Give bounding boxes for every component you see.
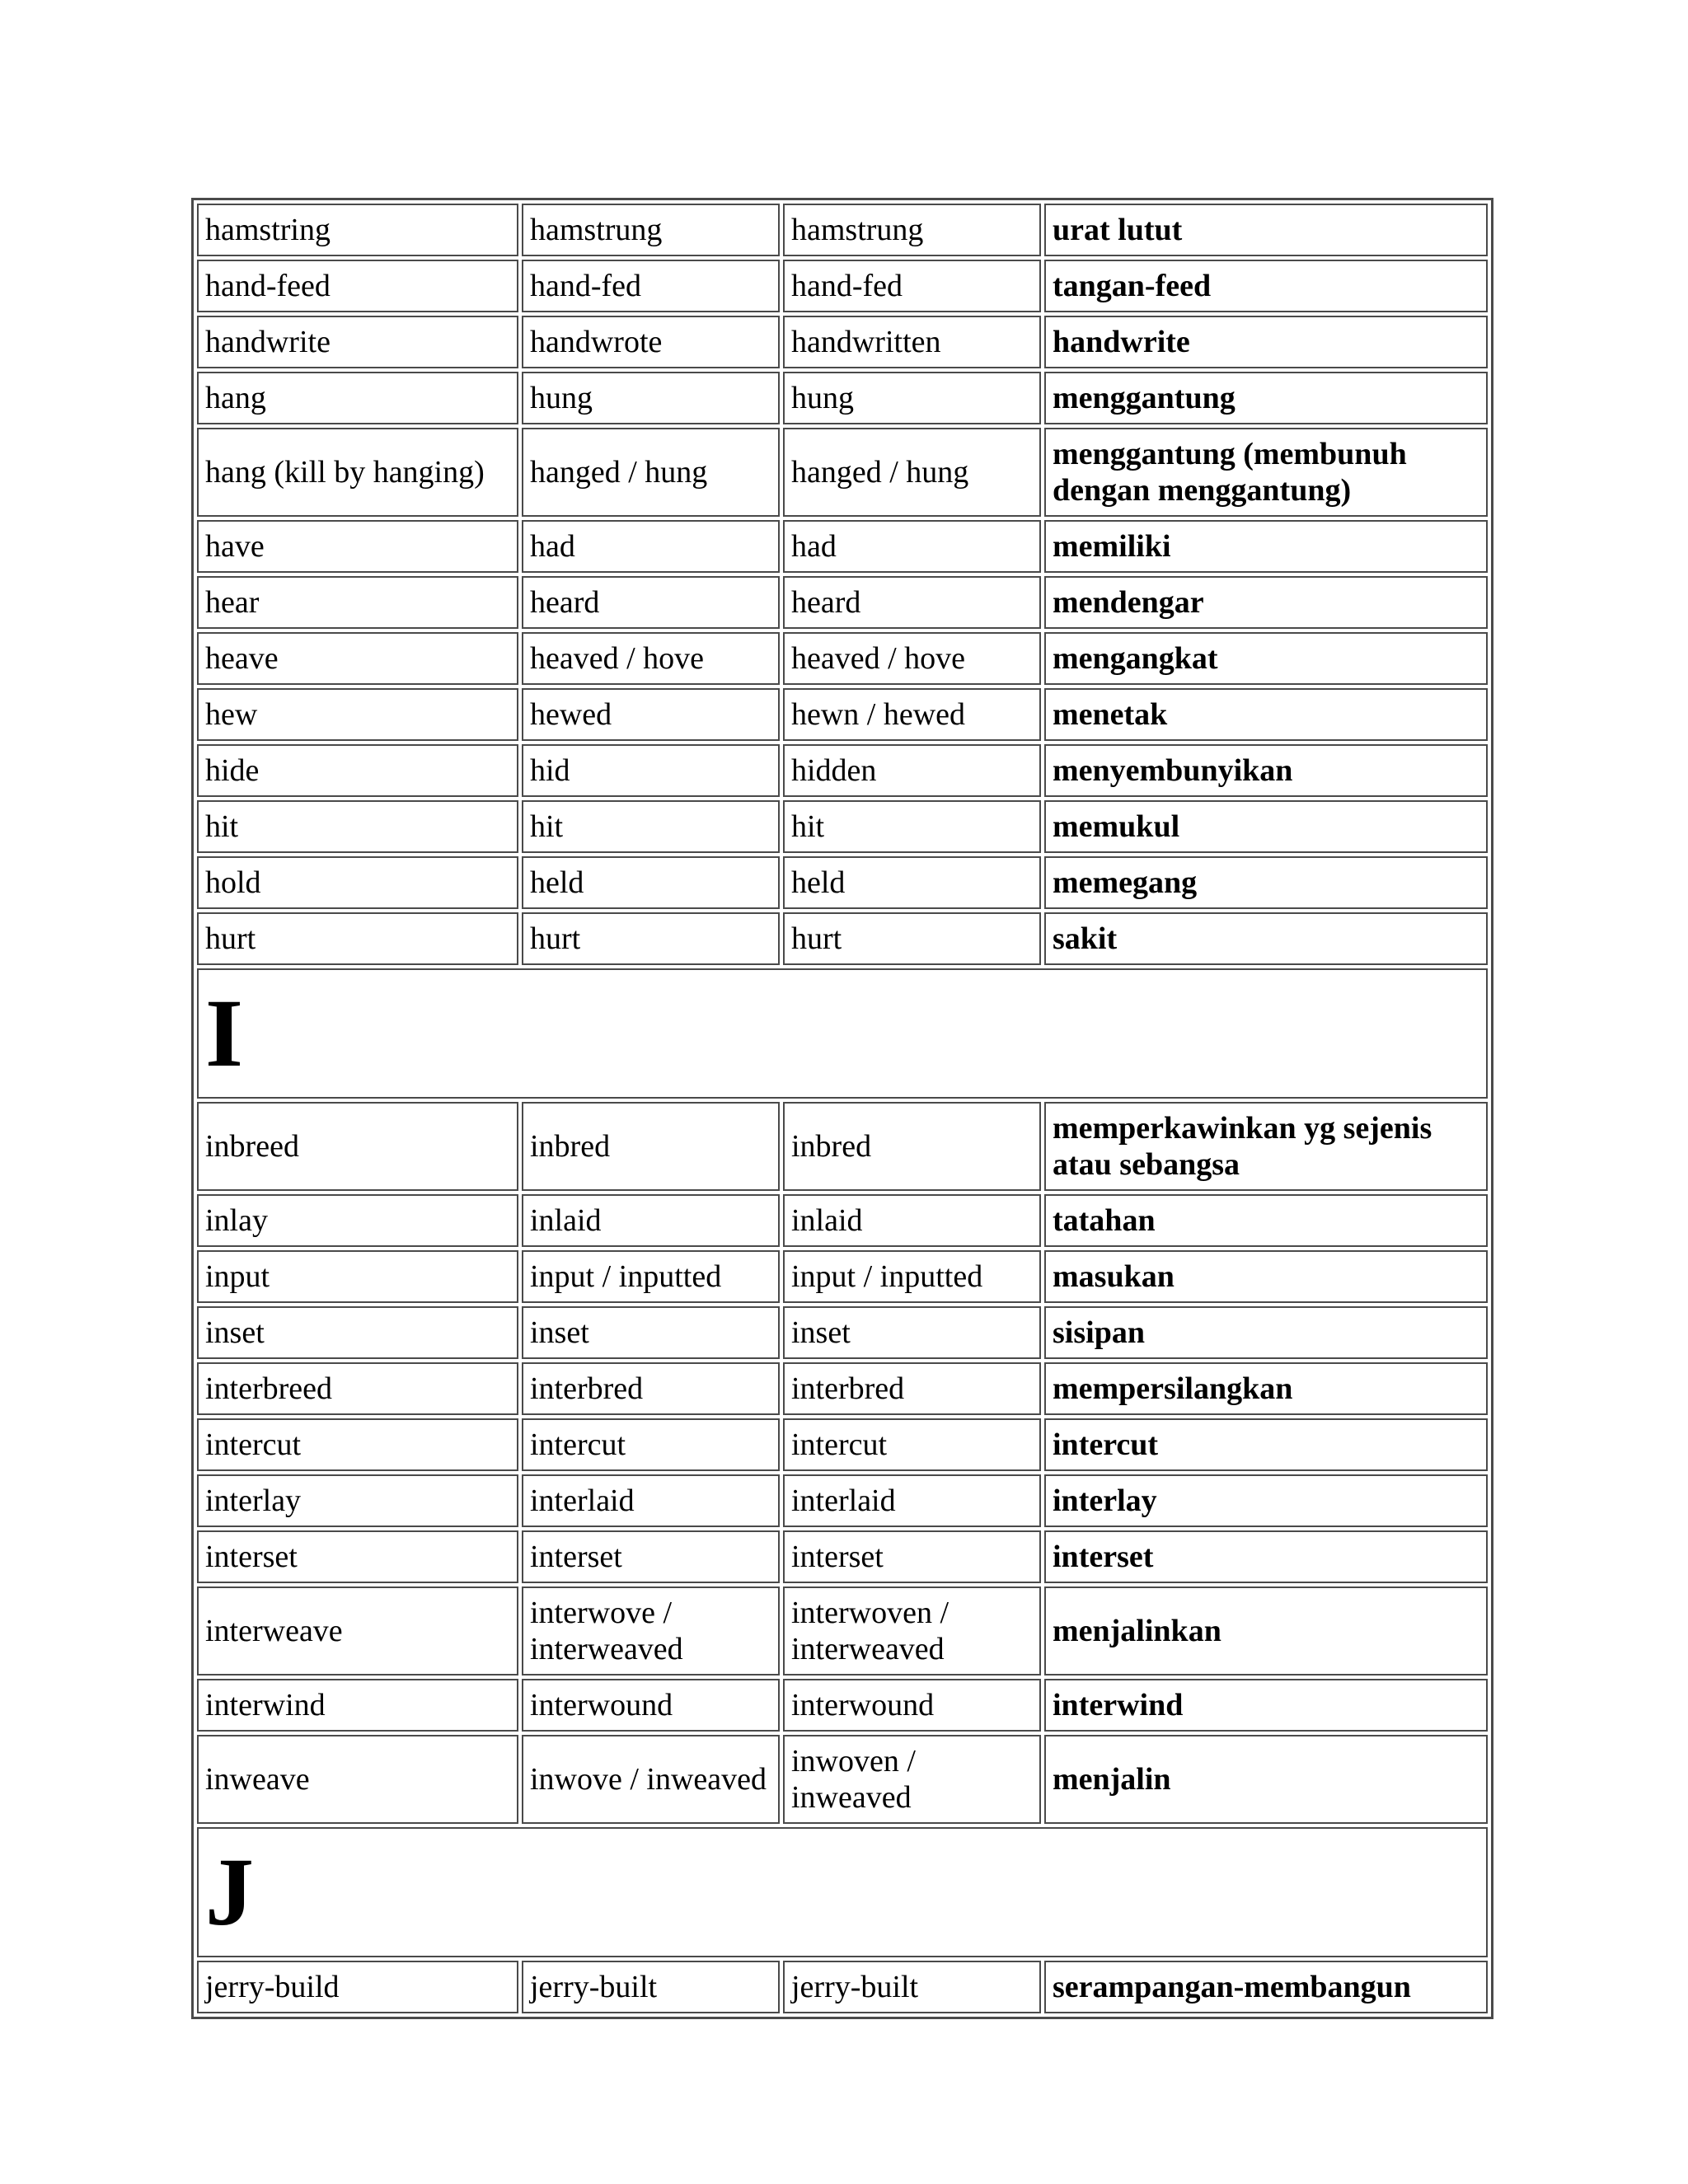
- irregular-verb-table: [191, 198, 1493, 2019]
- past-tense-cell: hamstrung: [522, 204, 780, 256]
- base-form-cell: hear: [197, 576, 518, 629]
- meaning-cell: memperkawinkan yg sejenis atau sebangsa: [1044, 1102, 1488, 1191]
- base-form-cell: inlay: [197, 1194, 518, 1247]
- verb-row: [197, 912, 1488, 965]
- past-participle-cell: hurt: [783, 912, 1041, 965]
- past-participle-cell: inlaid: [783, 1194, 1041, 1247]
- past-tense-cell: inset: [522, 1306, 780, 1359]
- past-tense-cell: handwrote: [522, 316, 780, 368]
- meaning-cell: interset: [1044, 1530, 1488, 1583]
- past-participle-cell: inwoven / inweaved: [783, 1735, 1041, 1824]
- past-participle-cell: had: [783, 520, 1041, 573]
- verb-row: [197, 1586, 1488, 1675]
- meaning-cell: menjalin: [1044, 1735, 1488, 1824]
- past-tense-cell: hit: [522, 800, 780, 853]
- verb-row: [197, 1474, 1488, 1527]
- base-form-cell: hand-feed: [197, 260, 518, 312]
- past-tense-cell: jerry-built: [522, 1961, 780, 2013]
- verb-table-body: [197, 204, 1488, 2013]
- past-tense-cell: hurt: [522, 912, 780, 965]
- past-participle-cell: interwound: [783, 1679, 1041, 1732]
- past-tense-cell: intercut: [522, 1418, 780, 1471]
- verb-row: [197, 316, 1488, 368]
- base-form-cell: inset: [197, 1306, 518, 1359]
- letter-section-row: [197, 1827, 1488, 1957]
- verb-row: [197, 632, 1488, 685]
- section-letter-heading: J: [197, 1827, 1488, 1957]
- meaning-cell: memiliki: [1044, 520, 1488, 573]
- meaning-cell: menggantung (membunuh dengan menggantung): [1044, 428, 1488, 517]
- meaning-cell: memegang: [1044, 856, 1488, 909]
- past-tense-cell: hand-fed: [522, 260, 780, 312]
- past-tense-cell: had: [522, 520, 780, 573]
- meaning-cell: urat lutut: [1044, 204, 1488, 256]
- past-participle-cell: interlaid: [783, 1474, 1041, 1527]
- meaning-cell: serampangan-membangun: [1044, 1961, 1488, 2013]
- past-participle-cell: hit: [783, 800, 1041, 853]
- past-tense-cell: heard: [522, 576, 780, 629]
- verb-row: [197, 1530, 1488, 1583]
- meaning-cell: mengangkat: [1044, 632, 1488, 685]
- past-participle-cell: heaved / hove: [783, 632, 1041, 685]
- past-tense-cell: input / inputted: [522, 1250, 780, 1303]
- past-tense-cell: hid: [522, 744, 780, 797]
- past-participle-cell: hewn / hewed: [783, 688, 1041, 741]
- base-form-cell: hide: [197, 744, 518, 797]
- past-participle-cell: hand-fed: [783, 260, 1041, 312]
- base-form-cell: interlay: [197, 1474, 518, 1527]
- past-tense-cell: inbred: [522, 1102, 780, 1191]
- past-tense-cell: interbred: [522, 1362, 780, 1415]
- meaning-cell: masukan: [1044, 1250, 1488, 1303]
- past-participle-cell: held: [783, 856, 1041, 909]
- base-form-cell: hang: [197, 372, 518, 424]
- base-form-cell: inbreed: [197, 1102, 518, 1191]
- verb-row: [197, 688, 1488, 741]
- verb-row: [197, 520, 1488, 573]
- verb-row: [197, 1679, 1488, 1732]
- verb-row: [197, 428, 1488, 517]
- base-form-cell: hew: [197, 688, 518, 741]
- meaning-cell: mempersilangkan: [1044, 1362, 1488, 1415]
- base-form-cell: interbreed: [197, 1362, 518, 1415]
- verb-row: [197, 576, 1488, 629]
- meaning-cell: menggantung: [1044, 372, 1488, 424]
- meaning-cell: interlay: [1044, 1474, 1488, 1527]
- past-tense-cell: interwove / interweaved: [522, 1586, 780, 1675]
- meaning-cell: menyembunyikan: [1044, 744, 1488, 797]
- meaning-cell: sisipan: [1044, 1306, 1488, 1359]
- past-tense-cell: inwove / inweaved: [522, 1735, 780, 1824]
- past-participle-cell: interset: [783, 1530, 1041, 1583]
- past-participle-cell: interbred: [783, 1362, 1041, 1415]
- base-form-cell: hurt: [197, 912, 518, 965]
- base-form-cell: inweave: [197, 1735, 518, 1824]
- verb-row: [197, 1362, 1488, 1415]
- meaning-cell: tangan-feed: [1044, 260, 1488, 312]
- verb-row: [197, 1102, 1488, 1191]
- base-form-cell: interset: [197, 1530, 518, 1583]
- base-form-cell: have: [197, 520, 518, 573]
- past-participle-cell: heard: [783, 576, 1041, 629]
- base-form-cell: input: [197, 1250, 518, 1303]
- past-tense-cell: interwound: [522, 1679, 780, 1732]
- meaning-cell: memukul: [1044, 800, 1488, 853]
- past-tense-cell: hewed: [522, 688, 780, 741]
- verb-row: [197, 1194, 1488, 1247]
- verb-row: [197, 744, 1488, 797]
- base-form-cell: hang (kill by hanging): [197, 428, 518, 517]
- base-form-cell: hit: [197, 800, 518, 853]
- verb-row: [197, 372, 1488, 424]
- meaning-cell: tatahan: [1044, 1194, 1488, 1247]
- past-participle-cell: input / inputted: [783, 1250, 1041, 1303]
- past-participle-cell: intercut: [783, 1418, 1041, 1471]
- verb-row: [197, 1250, 1488, 1303]
- meaning-cell: intercut: [1044, 1418, 1488, 1471]
- past-participle-cell: inset: [783, 1306, 1041, 1359]
- verb-row: [197, 260, 1488, 312]
- past-participle-cell: hamstrung: [783, 204, 1041, 256]
- meaning-cell: menetak: [1044, 688, 1488, 741]
- base-form-cell: handwrite: [197, 316, 518, 368]
- verb-row: [197, 800, 1488, 853]
- past-tense-cell: interlaid: [522, 1474, 780, 1527]
- past-participle-cell: interwoven / interweaved: [783, 1586, 1041, 1675]
- verb-row: [197, 1735, 1488, 1824]
- past-tense-cell: inlaid: [522, 1194, 780, 1247]
- verb-row: [197, 856, 1488, 909]
- verb-row: [197, 204, 1488, 256]
- past-participle-cell: hidden: [783, 744, 1041, 797]
- past-participle-cell: hung: [783, 372, 1041, 424]
- meaning-cell: sakit: [1044, 912, 1488, 965]
- base-form-cell: interweave: [197, 1586, 518, 1675]
- past-participle-cell: inbred: [783, 1102, 1041, 1191]
- meaning-cell: interwind: [1044, 1679, 1488, 1732]
- base-form-cell: heave: [197, 632, 518, 685]
- past-participle-cell: jerry-built: [783, 1961, 1041, 2013]
- verb-row: [197, 1961, 1488, 2013]
- letter-section-row: [197, 968, 1488, 1099]
- verb-row: [197, 1306, 1488, 1359]
- past-tense-cell: hung: [522, 372, 780, 424]
- base-form-cell: interwind: [197, 1679, 518, 1732]
- past-tense-cell: held: [522, 856, 780, 909]
- verb-row: [197, 1418, 1488, 1471]
- meaning-cell: mendengar: [1044, 576, 1488, 629]
- base-form-cell: jerry-build: [197, 1961, 518, 2013]
- meaning-cell: menjalinkan: [1044, 1586, 1488, 1675]
- base-form-cell: intercut: [197, 1418, 518, 1471]
- base-form-cell: hamstring: [197, 204, 518, 256]
- past-participle-cell: handwritten: [783, 316, 1041, 368]
- past-tense-cell: heaved / hove: [522, 632, 780, 685]
- section-letter-heading: I: [197, 968, 1488, 1099]
- meaning-cell: handwrite: [1044, 316, 1488, 368]
- past-tense-cell: interset: [522, 1530, 780, 1583]
- past-participle-cell: hanged / hung: [783, 428, 1041, 517]
- past-tense-cell: hanged / hung: [522, 428, 780, 517]
- base-form-cell: hold: [197, 856, 518, 909]
